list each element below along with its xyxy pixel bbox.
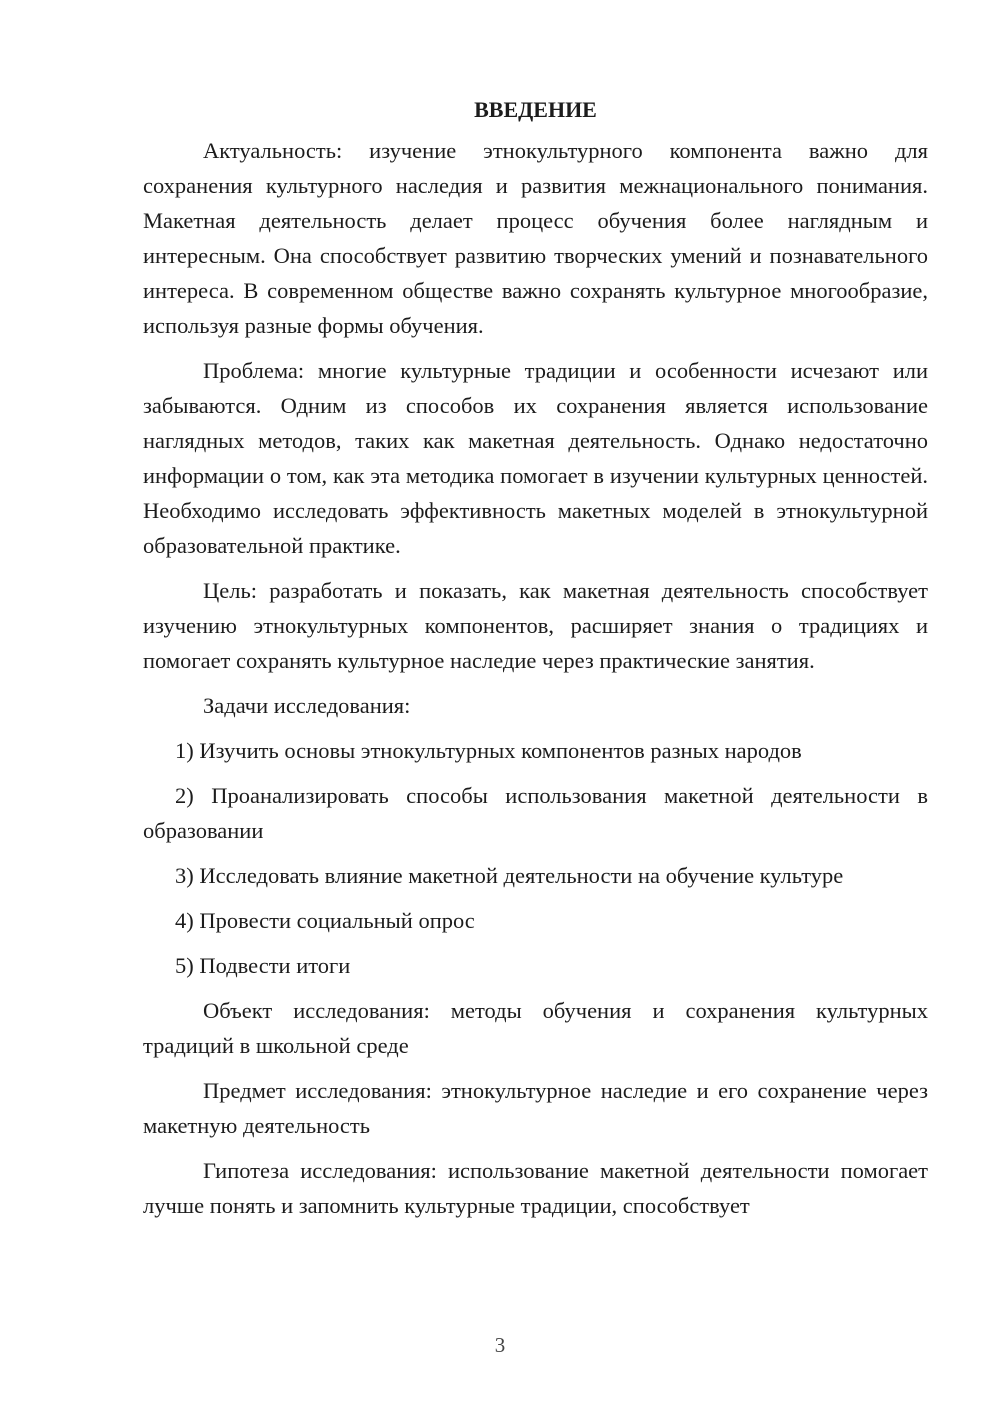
task-item-5: 5) Подвести итоги (175, 953, 351, 978)
paragraph-problem: Проблема: многие культурные традиции и особенности исчезают или забываются. Одним из способов их сохранения является использование наглядных методов, таких как макетная деятельность. Однако недостаточно информации о том, как эта методика помогает в изучении культурных ценностей. Необходимо исследовать эффективность макетных моделей в этнокультурной образовательной практике. (143, 358, 928, 558)
task-item-2: 2) Проанализировать способы использования макетной деятельности в образовании (143, 783, 928, 843)
paragraph-subject: Предмет исследования: этнокультурное наследие и его сохранение через макетную деятельность (143, 1078, 928, 1138)
task-item-1: 1) Изучить основы этнокультурных компонентов разных народов (175, 738, 802, 763)
paragraph-relevance: Актуальность: изучение этнокультурного компонента важно для сохранения культурного наследия и развития межнационального понимания. Макетная деятельность делает процесс обучения более наглядным и интересным. Она способствует развитию творческих умений и познавательного интереса. В современном обществе важно сохранять культурное многообразие, используя разные формы обучения. (143, 138, 928, 338)
page-number: 3 (494, 1333, 506, 1357)
paragraph-goal: Цель: разработать и показать, как макетная деятельность способствует изучению этнокультурных компонентов, расширяет знания о традициях и помогает сохранять культурное наследие через практические занятия. (143, 578, 928, 673)
task-item-3: 3) Исследовать влияние макетной деятельности на обучение культуре (175, 863, 844, 888)
section-title: ВВЕДЕНИЕ (474, 97, 597, 122)
document-body (143, 92, 928, 1233)
paragraph-object: Объект исследования: методы обучения и сохранения культурных традиций в школьной среде (143, 998, 928, 1058)
paragraph-hypothesis: Гипотеза исследования: использование макетной деятельности помогает лучше понять и запомнить культурные традиции, способствует (143, 1158, 928, 1218)
task-item-4: 4) Провести социальный опрос (175, 908, 475, 933)
paragraph-tasks-heading: Задачи исследования: (203, 693, 411, 718)
